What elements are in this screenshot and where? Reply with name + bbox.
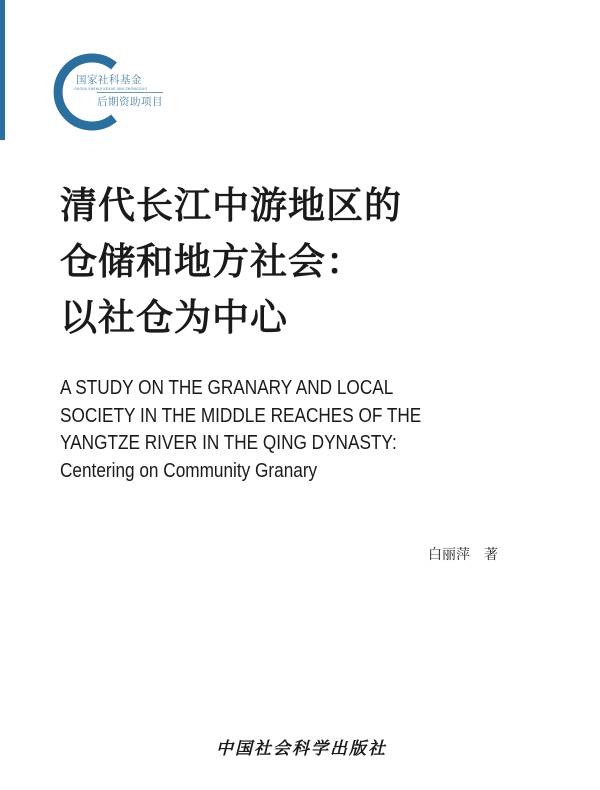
chinese-title-line: 清代长江中游地区的 xyxy=(60,184,402,227)
english-title-line: YANGTZE RIVER IN THE QING DYNASTY: xyxy=(60,432,397,454)
chinese-title-line: 仓储和地方社会： xyxy=(60,240,364,283)
fund-logo xyxy=(52,50,212,134)
logo-title: 国家社科基金 xyxy=(76,74,142,86)
chinese-title xyxy=(60,178,402,346)
english-subtitle-line: Centering on Community Granary xyxy=(60,459,318,482)
english-title-line: A STUDY ON THE GRANARY AND LOCAL xyxy=(60,377,394,399)
author-credit xyxy=(428,544,498,564)
english-title xyxy=(60,375,421,485)
left-accent-bar xyxy=(0,0,5,140)
logo-pinyin: GUOJIA SHEHUI KEXUE JIJIN ZHONGGUO xyxy=(74,87,148,91)
publisher-name: 中国社会科学出版社 xyxy=(216,739,387,759)
english-title-line: SOCIETY IN THE MIDDLE REACHES OF THE xyxy=(60,404,422,427)
author-name: 白丽萍 xyxy=(428,547,470,563)
author-role: 著 xyxy=(484,547,498,563)
logo-subtitle: 后期资助项目 xyxy=(97,92,163,109)
chinese-title-line: 以社仓为中心 xyxy=(60,296,288,339)
